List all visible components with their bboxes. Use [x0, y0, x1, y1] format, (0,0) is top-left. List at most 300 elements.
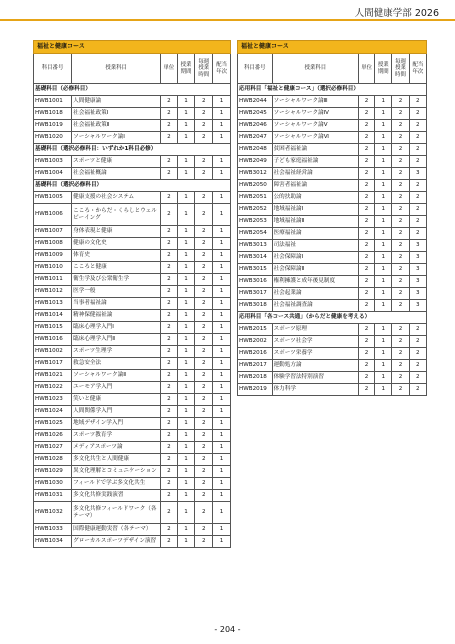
- course-subject: 臨床心理学入門Ⅱ: [72, 334, 161, 346]
- course-subject: ユーモア学入門: [72, 382, 161, 394]
- course-credits: 2: [161, 466, 178, 478]
- course-credits: 2: [161, 418, 178, 430]
- course-year: 1: [213, 370, 231, 382]
- table-row: [34, 442, 231, 454]
- column-header-credits: 単位: [359, 54, 375, 84]
- table-row: [238, 360, 427, 372]
- course-hours: 2: [195, 310, 213, 322]
- course-year: 1: [213, 204, 231, 226]
- course-credits: 2: [161, 490, 178, 502]
- course-period: 1: [375, 384, 392, 396]
- course-year: 2: [409, 156, 426, 168]
- course-year: 1: [213, 298, 231, 310]
- course-credits: 2: [359, 132, 375, 144]
- course-hours: 2: [195, 192, 213, 204]
- course-year: 1: [213, 394, 231, 406]
- section-title-row: [238, 84, 427, 96]
- course-code: HWB1021: [34, 370, 72, 382]
- table-row: [34, 238, 231, 250]
- course-period: 1: [177, 394, 195, 406]
- course-code: HWB1031: [34, 490, 72, 502]
- course-credits: 2: [161, 370, 178, 382]
- course-year: 2: [409, 192, 426, 204]
- column-header-period: 授業期間: [177, 54, 195, 84]
- course-credits: 2: [359, 144, 375, 156]
- course-year: 1: [213, 226, 231, 238]
- course-hours: 2: [195, 430, 213, 442]
- course-subject: 臨床心理学入門Ⅰ: [72, 322, 161, 334]
- course-credits: 2: [161, 430, 178, 442]
- course-period: 1: [375, 156, 392, 168]
- course-code: HWB2050: [238, 180, 273, 192]
- table-row: [238, 264, 427, 276]
- course-subject: 権利擁護と成年後見制度: [272, 276, 358, 288]
- course-credits: 2: [161, 454, 178, 466]
- course-hours: 2: [392, 96, 409, 108]
- table-row: [238, 192, 427, 204]
- table-row: [34, 96, 231, 108]
- course-period: 1: [375, 168, 392, 180]
- course-year: 1: [213, 156, 231, 168]
- table-row: [34, 120, 231, 132]
- course-year: 1: [213, 108, 231, 120]
- course-credits: 2: [161, 358, 178, 370]
- course-year: 2: [409, 108, 426, 120]
- course-code: HWB1007: [34, 226, 72, 238]
- course-credits: 2: [359, 276, 375, 288]
- course-table: [237, 40, 427, 396]
- course-period: 1: [375, 240, 392, 252]
- course-credits: 2: [359, 336, 375, 348]
- course-code: HWB1016: [34, 334, 72, 346]
- course-year: 1: [213, 238, 231, 250]
- course-code: HWB1028: [34, 454, 72, 466]
- table-row: [34, 478, 231, 490]
- page-number: - 204 -: [214, 625, 241, 634]
- section-title: 応用科目「各コース共通」（からだと健康を考える）: [238, 312, 427, 324]
- course-period: 1: [177, 274, 195, 286]
- course-hours: 2: [195, 502, 213, 524]
- course-code: HWB1018: [34, 108, 72, 120]
- course-code: HWB2048: [238, 144, 273, 156]
- course-credits: 2: [359, 228, 375, 240]
- course-year: 1: [213, 250, 231, 262]
- course-year: 3: [409, 288, 426, 300]
- course-credits: 2: [359, 288, 375, 300]
- course-hours: 2: [195, 536, 213, 548]
- course-year: 1: [213, 132, 231, 144]
- course-subject: 地域福祉論Ⅱ: [272, 216, 358, 228]
- course-code: HWB2047: [238, 132, 273, 144]
- course-subject: 地域デザイン学入門: [72, 418, 161, 430]
- course-hours: 2: [195, 204, 213, 226]
- table-row: [34, 346, 231, 358]
- course-period: 1: [375, 288, 392, 300]
- course-year: 2: [409, 132, 426, 144]
- column-header-code: 科目番号: [238, 54, 273, 84]
- course-hours: 2: [392, 240, 409, 252]
- course-hours: 2: [195, 442, 213, 454]
- course-credits: 2: [359, 348, 375, 360]
- course-period: 1: [177, 490, 195, 502]
- course-subject: 健康支援の社会システム: [72, 192, 161, 204]
- course-year: 2: [409, 324, 426, 336]
- course-hours: 2: [195, 334, 213, 346]
- course-hours: 2: [195, 358, 213, 370]
- course-period: 1: [177, 238, 195, 250]
- course-period: 1: [375, 180, 392, 192]
- course-year: 3: [409, 300, 426, 312]
- table-row: [34, 382, 231, 394]
- course-year: 3: [409, 264, 426, 276]
- course-hours: 2: [195, 262, 213, 274]
- course-year: 2: [409, 144, 426, 156]
- course-year: 1: [213, 334, 231, 346]
- course-subject: 社会福祉政策Ⅰ: [72, 108, 161, 120]
- course-hours: 2: [195, 466, 213, 478]
- table-row: [238, 300, 427, 312]
- course-credits: 2: [161, 192, 178, 204]
- course-subject: 体力科学: [272, 384, 358, 396]
- course-period: 1: [177, 502, 195, 524]
- course-code: HWB1023: [34, 394, 72, 406]
- course-year: 1: [213, 192, 231, 204]
- course-hours: 2: [392, 384, 409, 396]
- course-credits: 2: [161, 442, 178, 454]
- course-hours: 2: [392, 348, 409, 360]
- course-period: 1: [177, 322, 195, 334]
- course-period: 1: [177, 418, 195, 430]
- course-code: HWB3012: [238, 168, 273, 180]
- course-period: 1: [177, 382, 195, 394]
- course-subject: ソーシャルワーク論Ⅲ: [272, 96, 358, 108]
- course-code: HWB2017: [238, 360, 273, 372]
- course-subject: こころ・からだ・くらしとウェルビーイング: [72, 204, 161, 226]
- course-credits: 2: [161, 262, 178, 274]
- table-row: [34, 262, 231, 274]
- course-hours: 2: [392, 228, 409, 240]
- course-credits: 2: [359, 252, 375, 264]
- column-header-code: 科目番号: [34, 54, 72, 84]
- header-rule: [0, 19, 455, 21]
- course-hours: 2: [195, 490, 213, 502]
- table-row: [34, 132, 231, 144]
- course-code: HWB3015: [238, 264, 273, 276]
- course-hours: 2: [392, 180, 409, 192]
- course-credits: 2: [359, 240, 375, 252]
- course-year: 1: [213, 96, 231, 108]
- table-row: [34, 274, 231, 286]
- course-period: 1: [375, 108, 392, 120]
- course-credits: 2: [161, 274, 178, 286]
- course-credits: 2: [161, 96, 178, 108]
- course-year: 1: [213, 358, 231, 370]
- course-year: 1: [213, 262, 231, 274]
- course-subject: 地域福祉論Ⅰ: [272, 204, 358, 216]
- course-code: HWB1025: [34, 418, 72, 430]
- course-year: 2: [409, 180, 426, 192]
- course-period: 1: [375, 228, 392, 240]
- course-hours: 2: [392, 288, 409, 300]
- course-year: 3: [409, 276, 426, 288]
- course-period: 1: [177, 204, 195, 226]
- course-code: HWB1014: [34, 310, 72, 322]
- section-title: 基礎科目（選択必修科目：いずれか1科目必修）: [34, 144, 231, 156]
- course-code: HWB1009: [34, 250, 72, 262]
- course-period: 1: [375, 324, 392, 336]
- column-header-year: 配当年次: [213, 54, 231, 84]
- course-period: 1: [375, 132, 392, 144]
- table-row: [238, 204, 427, 216]
- course-code: HWB2049: [238, 156, 273, 168]
- course-credits: 2: [161, 502, 178, 524]
- table-row: [238, 96, 427, 108]
- course-table: [33, 40, 231, 548]
- table-row: [34, 502, 231, 524]
- course-period: 1: [375, 276, 392, 288]
- course-year: 2: [409, 216, 426, 228]
- course-credits: 2: [161, 108, 178, 120]
- column-header-hours: 毎週授業時間: [392, 54, 409, 84]
- course-year: 1: [213, 454, 231, 466]
- course-hours: 2: [195, 406, 213, 418]
- section-title: 基礎科目（選択必修科目）: [34, 180, 231, 192]
- course-subject: グローカルスポーツデザイン演習: [72, 536, 161, 548]
- course-subject: 人間健康論: [72, 96, 161, 108]
- course-subject: 医療福祉論: [272, 228, 358, 240]
- course-period: 1: [177, 298, 195, 310]
- course-hours: 2: [195, 96, 213, 108]
- course-subject: 社会保障論Ⅱ: [272, 264, 358, 276]
- table-row: [238, 108, 427, 120]
- course-hours: 2: [392, 192, 409, 204]
- course-credits: 2: [161, 156, 178, 168]
- course-credits: 2: [161, 250, 178, 262]
- course-hours: 2: [195, 132, 213, 144]
- course-code: HWB2044: [238, 96, 273, 108]
- table-row: [238, 384, 427, 396]
- course-hours: 2: [392, 108, 409, 120]
- table-row: [34, 370, 231, 382]
- course-period: 1: [177, 466, 195, 478]
- course-subject: スポーツ原理: [272, 324, 358, 336]
- course-subject: 貧困者福祉論: [272, 144, 358, 156]
- course-credits: 2: [161, 394, 178, 406]
- course-credits: 2: [359, 324, 375, 336]
- column-header-period: 授業期間: [375, 54, 392, 84]
- course-hours: 2: [392, 144, 409, 156]
- course-period: 1: [375, 300, 392, 312]
- course-subject: 体育史: [72, 250, 161, 262]
- course-year: 1: [213, 442, 231, 454]
- table-row: [34, 204, 231, 226]
- course-hours: 2: [195, 322, 213, 334]
- course-code: HWB3014: [238, 252, 273, 264]
- course-year: 1: [213, 466, 231, 478]
- course-subject: 多文化共修フィールドワーク（各テーマ）: [72, 502, 161, 524]
- course-period: 1: [177, 334, 195, 346]
- page-header-title: 人間健康学部 2026: [354, 8, 439, 19]
- course-period: 1: [177, 96, 195, 108]
- course-year: 1: [213, 430, 231, 442]
- course-subject: ソーシャルワーク論Ⅳ: [272, 108, 358, 120]
- course-band-title: 福祉と健康コース: [238, 41, 427, 54]
- course-code: HWB1032: [34, 502, 72, 524]
- course-credits: 2: [359, 96, 375, 108]
- table-row: [238, 288, 427, 300]
- table-row: [238, 120, 427, 132]
- course-subject: 国際健康運動実習（各テーマ）: [72, 524, 161, 536]
- course-subject: 社会福祉経営論: [272, 168, 358, 180]
- course-credits: 2: [161, 226, 178, 238]
- course-hours: 2: [392, 264, 409, 276]
- course-code: HWB2002: [238, 336, 273, 348]
- course-code: HWB3016: [238, 276, 273, 288]
- course-code: HWB3018: [238, 300, 273, 312]
- course-code: HWB1006: [34, 204, 72, 226]
- course-hours: 2: [195, 478, 213, 490]
- course-code: HWB2046: [238, 120, 273, 132]
- course-band-title: 福祉と健康コース: [34, 41, 231, 54]
- course-hours: 2: [392, 120, 409, 132]
- course-subject: 精神保健福祉論: [72, 310, 161, 322]
- course-hours: 2: [195, 108, 213, 120]
- section-title: 基礎科目（必修科目）: [34, 84, 231, 96]
- course-year: 2: [409, 96, 426, 108]
- course-code: HWB2045: [238, 108, 273, 120]
- left-course-table: [33, 40, 231, 548]
- course-subject: スポーツと健康: [72, 156, 161, 168]
- course-code: HWB1027: [34, 442, 72, 454]
- course-hours: 2: [392, 276, 409, 288]
- course-subject: 社会起業論: [272, 288, 358, 300]
- course-credits: 2: [359, 264, 375, 276]
- course-credits: 2: [359, 168, 375, 180]
- course-year: 1: [213, 406, 231, 418]
- course-period: 1: [177, 442, 195, 454]
- course-period: 1: [375, 264, 392, 276]
- course-credits: 2: [359, 156, 375, 168]
- table-row: [34, 394, 231, 406]
- column-header-subject: 授業科目: [272, 54, 358, 84]
- course-hours: 2: [392, 216, 409, 228]
- course-code: HWB1005: [34, 192, 72, 204]
- course-code: HWB1008: [34, 238, 72, 250]
- course-period: 1: [375, 120, 392, 132]
- course-band-row: [238, 41, 427, 54]
- course-year: 1: [213, 310, 231, 322]
- course-code: HWB1030: [34, 478, 72, 490]
- course-hours: 2: [392, 132, 409, 144]
- course-hours: 2: [195, 250, 213, 262]
- course-subject: 司法福祉: [272, 240, 358, 252]
- course-credits: 2: [359, 216, 375, 228]
- course-year: 2: [409, 336, 426, 348]
- table-row: [34, 250, 231, 262]
- course-year: 2: [409, 228, 426, 240]
- table-row: [34, 168, 231, 180]
- course-code: HWB3017: [238, 288, 273, 300]
- course-period: 1: [375, 252, 392, 264]
- right-course-table: [237, 40, 427, 396]
- course-year: 1: [213, 490, 231, 502]
- course-subject: スポーツ栄養学: [272, 348, 358, 360]
- course-period: 1: [177, 454, 195, 466]
- section-title-row: [34, 84, 231, 96]
- course-subject: ソーシャルワーク論Ⅱ: [72, 370, 161, 382]
- course-hours: 2: [392, 156, 409, 168]
- course-code: HWB1002: [34, 346, 72, 358]
- table-row: [238, 132, 427, 144]
- course-credits: 2: [359, 180, 375, 192]
- table-row: [34, 430, 231, 442]
- course-credits: 2: [359, 120, 375, 132]
- course-credits: 2: [161, 298, 178, 310]
- course-year: 3: [409, 168, 426, 180]
- table-row: [34, 322, 231, 334]
- course-subject: ソーシャルワーク論Ⅰ: [72, 132, 161, 144]
- column-header-hours: 毎週授業時間: [195, 54, 213, 84]
- section-title-row: [34, 180, 231, 192]
- course-subject: 社会福祉概論: [72, 168, 161, 180]
- course-credits: 2: [161, 204, 178, 226]
- course-credits: 2: [161, 132, 178, 144]
- course-hours: 2: [392, 300, 409, 312]
- course-credits: 2: [161, 334, 178, 346]
- course-period: 1: [375, 96, 392, 108]
- course-subject: 異文化理解とコミュニケーション: [72, 466, 161, 478]
- course-credits: 2: [359, 192, 375, 204]
- course-code: HWB1033: [34, 524, 72, 536]
- course-period: 1: [177, 108, 195, 120]
- course-period: 1: [375, 348, 392, 360]
- course-period: 1: [177, 168, 195, 180]
- course-credits: 2: [161, 322, 178, 334]
- course-subject: 公的扶助論: [272, 192, 358, 204]
- course-year: 3: [409, 240, 426, 252]
- course-year: 1: [213, 168, 231, 180]
- course-subject: 障害者福祉論: [272, 180, 358, 192]
- column-header-row: [238, 54, 427, 84]
- course-period: 1: [177, 262, 195, 274]
- course-subject: 多文化共修実践演習: [72, 490, 161, 502]
- table-row: [34, 298, 231, 310]
- course-credits: 2: [359, 204, 375, 216]
- table-row: [238, 348, 427, 360]
- course-code: HWB2015: [238, 324, 273, 336]
- course-subject: 健康の文化史: [72, 238, 161, 250]
- course-code: HWB1013: [34, 298, 72, 310]
- course-code: HWB2053: [238, 216, 273, 228]
- table-row: [34, 536, 231, 548]
- table-row: [238, 240, 427, 252]
- course-credits: 2: [161, 382, 178, 394]
- table-row: [34, 490, 231, 502]
- course-credits: 2: [359, 108, 375, 120]
- course-year: 1: [213, 478, 231, 490]
- course-hours: 2: [392, 336, 409, 348]
- course-hours: 2: [392, 324, 409, 336]
- course-code: HWB2054: [238, 228, 273, 240]
- table-row: [34, 334, 231, 346]
- course-subject: フィールドで学ぶ多文化共生: [72, 478, 161, 490]
- course-hours: 2: [195, 370, 213, 382]
- course-code: HWB1004: [34, 168, 72, 180]
- table-row: [238, 228, 427, 240]
- course-year: 1: [213, 286, 231, 298]
- course-period: 1: [177, 120, 195, 132]
- course-hours: 2: [195, 382, 213, 394]
